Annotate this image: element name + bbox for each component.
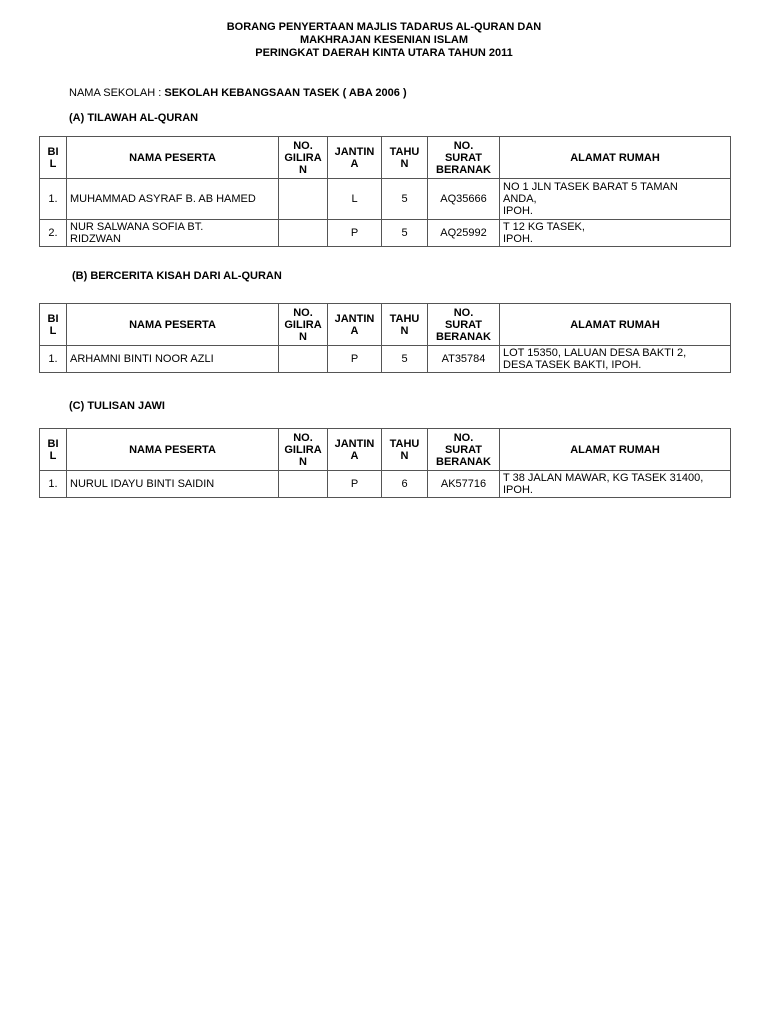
header-tahun: TAHU N — [382, 304, 428, 346]
school-value: SEKOLAH KEBANGSAAN TASEK ( ABA 2006 ) — [164, 87, 407, 99]
section-b-table — [39, 303, 731, 373]
header-alamat-rumah: ALAMAT RUMAH — [500, 137, 731, 179]
header-no-giliran: NO. GILIRA N — [279, 304, 328, 346]
form-title-line-3: PERINGKAT DAERAH KINTA UTARA TAHUN 2011 — [255, 47, 513, 59]
cell-nama: MUHAMMAD ASYRAF B. AB HAMED — [67, 179, 279, 220]
school-label: NAMA SEKOLAH : — [69, 87, 162, 99]
form-title-line-1: BORANG PENYERTAAN MAJLIS TADARUS AL-QURAN DAN — [226, 21, 542, 33]
header-no-surat-beranak: NO. SURAT BERANAK — [428, 304, 500, 346]
header-no-giliran: NO. GILIRA N — [279, 137, 328, 179]
cell-jantina: P — [328, 346, 382, 373]
cell-surat: AQ25992 — [428, 220, 500, 247]
cell-tahun: 5 — [382, 346, 428, 373]
header-jantina: JANTIN A — [328, 304, 382, 346]
header-no-giliran: NO. GILIRA N — [279, 429, 328, 471]
header-jantina: JANTIN A — [328, 137, 382, 179]
cell-nama: NUR SALWANA SOFIA BT. RIDZWAN — [67, 220, 279, 247]
header-nama-peserta: NAMA PESERTA — [67, 429, 279, 471]
cell-alamat: LOT 15350, LALUAN DESA BAKTI 2, DESA TASEK BAKTI, IPOH. — [500, 346, 731, 373]
header-bil: BI L — [40, 137, 67, 179]
form-title-line-2: MAKHRAJAN KESENIAN ISLAM — [299, 34, 469, 46]
header-tahun: TAHU N — [382, 429, 428, 471]
section-a-title: (A) TILAWAH AL-QURAN — [69, 112, 199, 124]
table-row — [40, 220, 731, 247]
cell-bil: 2. — [40, 220, 67, 247]
cell-jantina: L — [328, 179, 382, 220]
cell-giliran — [279, 220, 328, 247]
school-name-line — [69, 87, 407, 99]
cell-surat: AT35784 — [428, 346, 500, 373]
header-no-surat-beranak: NO. SURAT BERANAK — [428, 137, 500, 179]
table-row — [40, 179, 731, 220]
header-no-surat-beranak: NO. SURAT BERANAK — [428, 429, 500, 471]
header-alamat-rumah: ALAMAT RUMAH — [500, 304, 731, 346]
cell-tahun: 6 — [382, 471, 428, 498]
header-alamat-rumah: ALAMAT RUMAH — [500, 429, 731, 471]
cell-bil: 1. — [40, 471, 67, 498]
cell-bil: 1. — [40, 346, 67, 373]
table-row — [40, 471, 731, 498]
header-nama-peserta: NAMA PESERTA — [67, 304, 279, 346]
table-header-row — [40, 429, 731, 471]
cell-nama: ARHAMNI BINTI NOOR AZLI — [67, 346, 279, 373]
section-b-title: (B) BERCERITA KISAH DARI AL-QURAN — [72, 270, 282, 282]
cell-alamat: NO 1 JLN TASEK BARAT 5 TAMAN ANDA, IPOH. — [500, 179, 731, 220]
cell-surat: AQ35666 — [428, 179, 500, 220]
cell-nama: NURUL IDAYU BINTI SAIDIN — [67, 471, 279, 498]
cell-alamat: T 38 JALAN MAWAR, KG TASEK 31400, IPOH. — [500, 471, 731, 498]
cell-bil: 1. — [40, 179, 67, 220]
section-c-table — [39, 428, 731, 498]
cell-tahun: 5 — [382, 220, 428, 247]
header-jantina: JANTIN A — [328, 429, 382, 471]
section-a-table — [39, 136, 731, 247]
header-nama-peserta: NAMA PESERTA — [67, 137, 279, 179]
table-row — [40, 346, 731, 373]
cell-giliran — [279, 346, 328, 373]
section-c-title: (C) TULISAN JAWI — [69, 400, 165, 412]
table-header-row — [40, 137, 731, 179]
cell-surat: AK57716 — [428, 471, 500, 498]
cell-alamat: T 12 KG TASEK, IPOH. — [500, 220, 731, 247]
cell-tahun: 5 — [382, 179, 428, 220]
cell-giliran — [279, 179, 328, 220]
form-title — [0, 21, 768, 60]
header-bil: BI L — [40, 304, 67, 346]
cell-jantina: P — [328, 471, 382, 498]
table-header-row — [40, 304, 731, 346]
header-tahun: TAHU N — [382, 137, 428, 179]
cell-giliran — [279, 471, 328, 498]
cell-jantina: P — [328, 220, 382, 247]
header-bil: BI L — [40, 429, 67, 471]
